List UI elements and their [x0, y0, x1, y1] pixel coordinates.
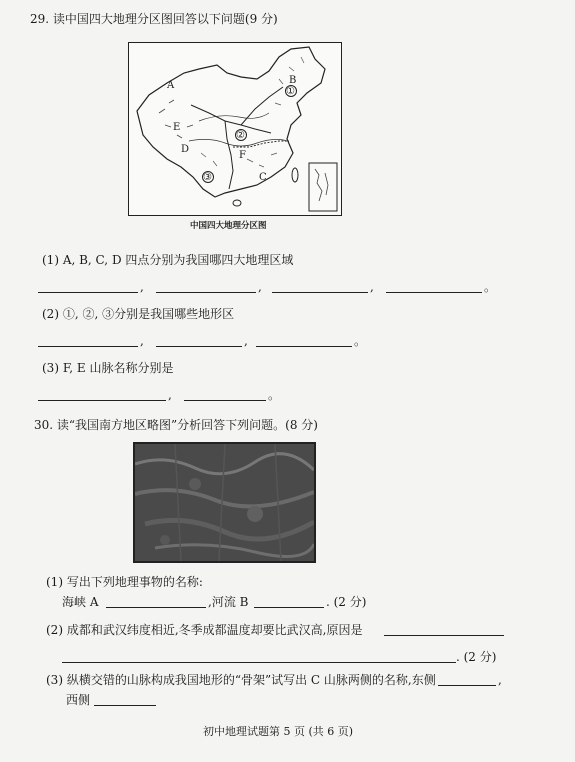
q30-sub2: (2) 成都和武汉纬度相近,冬季成都温度却要比武汉高,原因是: [46, 623, 363, 637]
map-caption: 中国四大地理分区图: [190, 221, 267, 231]
q29-sub2: (2) ①, ②, ③分别是我国哪些地形区: [42, 307, 235, 321]
q30-sub1-strait-label: 海峡 A: [62, 595, 99, 609]
map-marker-2: ②: [236, 130, 245, 141]
q30-sub3-west-label: 西侧: [66, 693, 91, 707]
answer-blank-29-2c[interactable]: [256, 346, 352, 347]
answer-blank-30-2a[interactable]: [384, 635, 504, 636]
china-regions-map: [128, 42, 342, 216]
answer-blank-29-1c[interactable]: [272, 292, 368, 293]
south-china-map-image: [133, 442, 316, 563]
sep: 。: [268, 388, 281, 402]
answer-blank-29-3a[interactable]: [38, 400, 166, 401]
map-label-d: D: [181, 144, 190, 155]
sep: 。: [484, 280, 497, 294]
q30-title: 30. 读“我国南方地区略图”分析回答下列问题。(8 分): [34, 418, 318, 432]
sep: ,: [140, 334, 144, 348]
answer-blank-30-1b[interactable]: [254, 607, 324, 608]
map-image-texture: [135, 444, 314, 561]
answer-blank-29-2a[interactable]: [38, 346, 138, 347]
answer-blank-30-1a[interactable]: [106, 607, 206, 608]
map-label-c: C: [259, 172, 267, 183]
answer-blank-30-3b[interactable]: [94, 705, 156, 706]
q30-sub3: (3) 纵横交错的山脉构成我国地形的“骨架”试写出 C 山脉两侧的名称,东侧: [46, 673, 436, 687]
map-label-b: B: [289, 75, 297, 86]
sep: ,: [258, 280, 262, 294]
map-label-e: E: [173, 122, 181, 133]
sep: ,: [370, 280, 374, 294]
q30-sub1: (1) 写出下列地理事物的名称:: [46, 575, 203, 589]
answer-blank-30-2b[interactable]: [62, 662, 456, 663]
answer-blank-29-2b[interactable]: [156, 346, 242, 347]
answer-blank-30-3a[interactable]: [438, 685, 496, 686]
sep: ,: [498, 673, 502, 687]
answer-blank-29-3b[interactable]: [184, 400, 266, 401]
map-marker-1: ①: [286, 86, 295, 97]
page-footer: 初中地理试题第 5 页 (共 6 页): [203, 725, 354, 738]
map-label-a: A: [167, 80, 175, 91]
sep: ,: [244, 334, 248, 348]
answer-blank-29-1a[interactable]: [38, 292, 138, 293]
sep: 。: [354, 334, 367, 348]
map-marker-3: ③: [203, 172, 212, 183]
sep: ,: [168, 388, 172, 402]
answer-blank-29-1b[interactable]: [156, 292, 256, 293]
map-drawing: [129, 43, 340, 214]
map-label-f: F: [239, 150, 246, 161]
q29-title: 29. 读中国四大地理分区图回答以下问题(9 分): [30, 12, 278, 26]
sep: ,: [140, 280, 144, 294]
answer-blank-29-1d[interactable]: [386, 292, 482, 293]
q29-sub1: (1) A, B, C, D 四点分别为我国哪四大地理区域: [42, 253, 294, 267]
q30-sub1-river-label: ,河流 B: [208, 595, 249, 609]
q29-sub3: (3) F, E 山脉名称分别是: [42, 361, 174, 375]
q30-sub1-score: . (2 分): [326, 595, 367, 609]
q30-sub2-score: . (2 分): [456, 650, 497, 664]
